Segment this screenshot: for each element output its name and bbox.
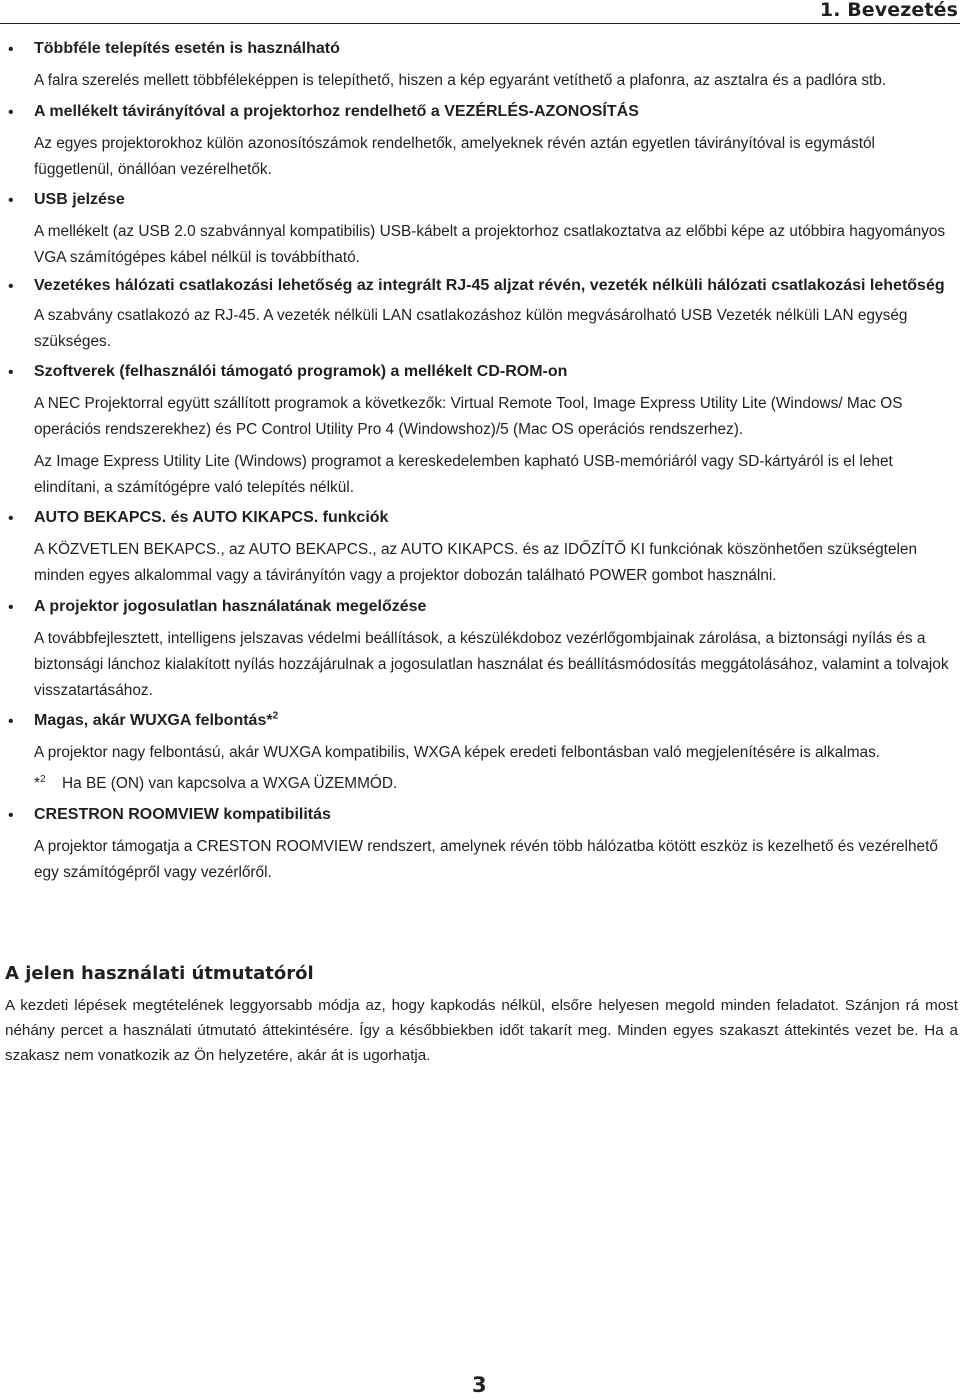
feature-title: Vezetékes hálózati csatlakozási lehetőség az integrált RJ-45 aljzat révén, vezeték nélküli hálózati csatlakozási lehetőség bbox=[34, 277, 945, 294]
feature-list bbox=[0, 36, 960, 886]
feature-title: AUTO BEKAPCS. és AUTO KIKAPCS. funkciók bbox=[34, 509, 389, 526]
feature-item bbox=[0, 505, 960, 589]
guide-text: A kezdeti lépések megtételének leggyorsabb módja az, hogy kapkodás nélkül, elsőre helyesen megold minden feladatot. Szánjon rá most néhány percet a használati útmutató áttekintésére. Így a későbbiekben időt takarít meg. Minden egyes szakaszt áttekintés vezet be. Ha a szakasz nem vonatkozik az Ön helyzetére, akár át is ugorhatja. bbox=[5, 997, 958, 1064]
feature-item bbox=[0, 594, 960, 704]
bullet-icon: • bbox=[8, 41, 14, 58]
feature-title bbox=[34, 708, 960, 734]
feature-title: USB jelzése bbox=[34, 191, 125, 208]
feature-item bbox=[0, 802, 960, 886]
footnote bbox=[34, 771, 960, 797]
guide-section bbox=[5, 961, 958, 1068]
bullet-icon: • bbox=[8, 807, 14, 824]
feature-title: A mellékelt távirányítóval a projektorhoz rendelhető a VEZÉRLÉS-AZONOSÍTÁS bbox=[34, 103, 639, 120]
feature-text: Az Image Express Utility Lite (Windows) programot a kereskedelemben kapható USB-memóriáról vagy SD-kártyáról is el lehet elindítani, a számítógépre való telepítés nélkül. bbox=[34, 453, 893, 496]
bullet-icon: • bbox=[8, 278, 14, 295]
feature-text: Az egyes projektorokhoz külön azonosítószámok rendelhetők, amelyeknek révén aztán egyetlen távirányítóval is egymástól függetlenül, önállóan vezérelhetők. bbox=[34, 135, 875, 178]
feature-item bbox=[0, 99, 960, 183]
footnote-mark: *$^2$ bbox=[34, 773, 46, 792]
feature-text: A mellékelt (az USB 2.0 szabvánnyal kompatibilis) USB-kábelt a projektorhoz csatlakoztatva az előbbi képe az utóbbira hagyományos VGA számítógépes kábel nélkül is továbbítható. bbox=[34, 223, 946, 266]
page-header bbox=[0, 0, 960, 24]
feature-text: A projektor nagy felbontású, akár WUXGA kompatibilis, WXGA képek eredeti felbontásban való megjelenítésére is alkalmas. bbox=[34, 744, 881, 761]
feature-title: CRESTRON ROOMVIEW kompatibilitás bbox=[34, 806, 331, 823]
chapter-title: 1. Bevezetés bbox=[819, 0, 958, 21]
guide-title: A jelen használati útmutatóról bbox=[5, 963, 314, 984]
feature-text: A NEC Projektorral együtt szállított programok a következők: Virtual Remote Tool, Image Express Utility Lite (Windows/ Mac OS operációs rendszerekhez) és PC Control Utility Pro 4 (Windowshoz)/5 (Mac OS operációs rendszerhez). bbox=[34, 395, 903, 438]
bullet-icon: • bbox=[8, 104, 14, 121]
footnote-text: Ha BE (ON) van kapcsolva a WXGA ÜZEMMÓD. bbox=[62, 775, 398, 792]
feature-text: A falra szerelés mellett többféleképpen is telepíthető, hiszen a kép egyaránt vetíthető a plafonra, az asztalra és a padlóra stb. bbox=[34, 72, 887, 89]
feature-title: Többféle telepítés esetén is használható bbox=[34, 40, 340, 57]
feature-item bbox=[0, 359, 960, 501]
header-rule bbox=[0, 23, 960, 24]
bullet-icon: • bbox=[8, 599, 14, 616]
feature-text: A továbbfejlesztett, intelligens jelszavas védelmi beállítások, a készülékdoboz vezérlőgombjainak zárolása, a biztonsági nyílás és a biztonsági lánchoz kialakított nyílás hozzájárulnak a jogosulatlan használat és beállításmódosítás meggátolásához, valamint a tolvajok visszatartásához. bbox=[34, 630, 949, 699]
bullet-icon: • bbox=[8, 713, 14, 730]
feature-title: Szoftverek (felhasználói támogató programok) a mellékelt CD-ROM-on bbox=[34, 363, 568, 380]
feature-item bbox=[0, 708, 960, 797]
feature-item bbox=[0, 187, 960, 271]
page-number: 3 bbox=[472, 1373, 487, 1397]
feature-item bbox=[0, 36, 960, 94]
feature-text: A szabvány csatlakozó az RJ-45. A vezeték nélküli LAN csatlakozáshoz külön megvásárolható USB Vezeték nélküli LAN egység szükséges. bbox=[34, 307, 908, 350]
bullet-icon: • bbox=[8, 510, 14, 527]
bullet-icon: • bbox=[8, 192, 14, 209]
feature-item bbox=[0, 273, 960, 355]
feature-text: A projektor támogatja a CRESTON ROOMVIEW rendszert, amelynek révén több hálózatba kötött eszköz is kezelhető és vezérelhető egy számítógépről vagy vezérlőről. bbox=[34, 838, 938, 881]
footnote-ref: 2 bbox=[272, 710, 279, 722]
feature-text: A KÖZVETLEN BEKAPCS., az AUTO BEKAPCS., az AUTO KIKAPCS. és az IDŐZÍTŐ KI funkciónak köszönhetően szükségtelen minden egyes alkalommal vagy a távirányítón vagy a projektor dobozán található POWER gombot használni. bbox=[34, 541, 918, 584]
feature-title: A projektor jogosulatlan használatának megelőzése bbox=[34, 598, 427, 615]
feature-title-text: Magas, akár WUXGA felbontás* bbox=[34, 712, 273, 729]
bullet-icon: • bbox=[8, 364, 14, 381]
